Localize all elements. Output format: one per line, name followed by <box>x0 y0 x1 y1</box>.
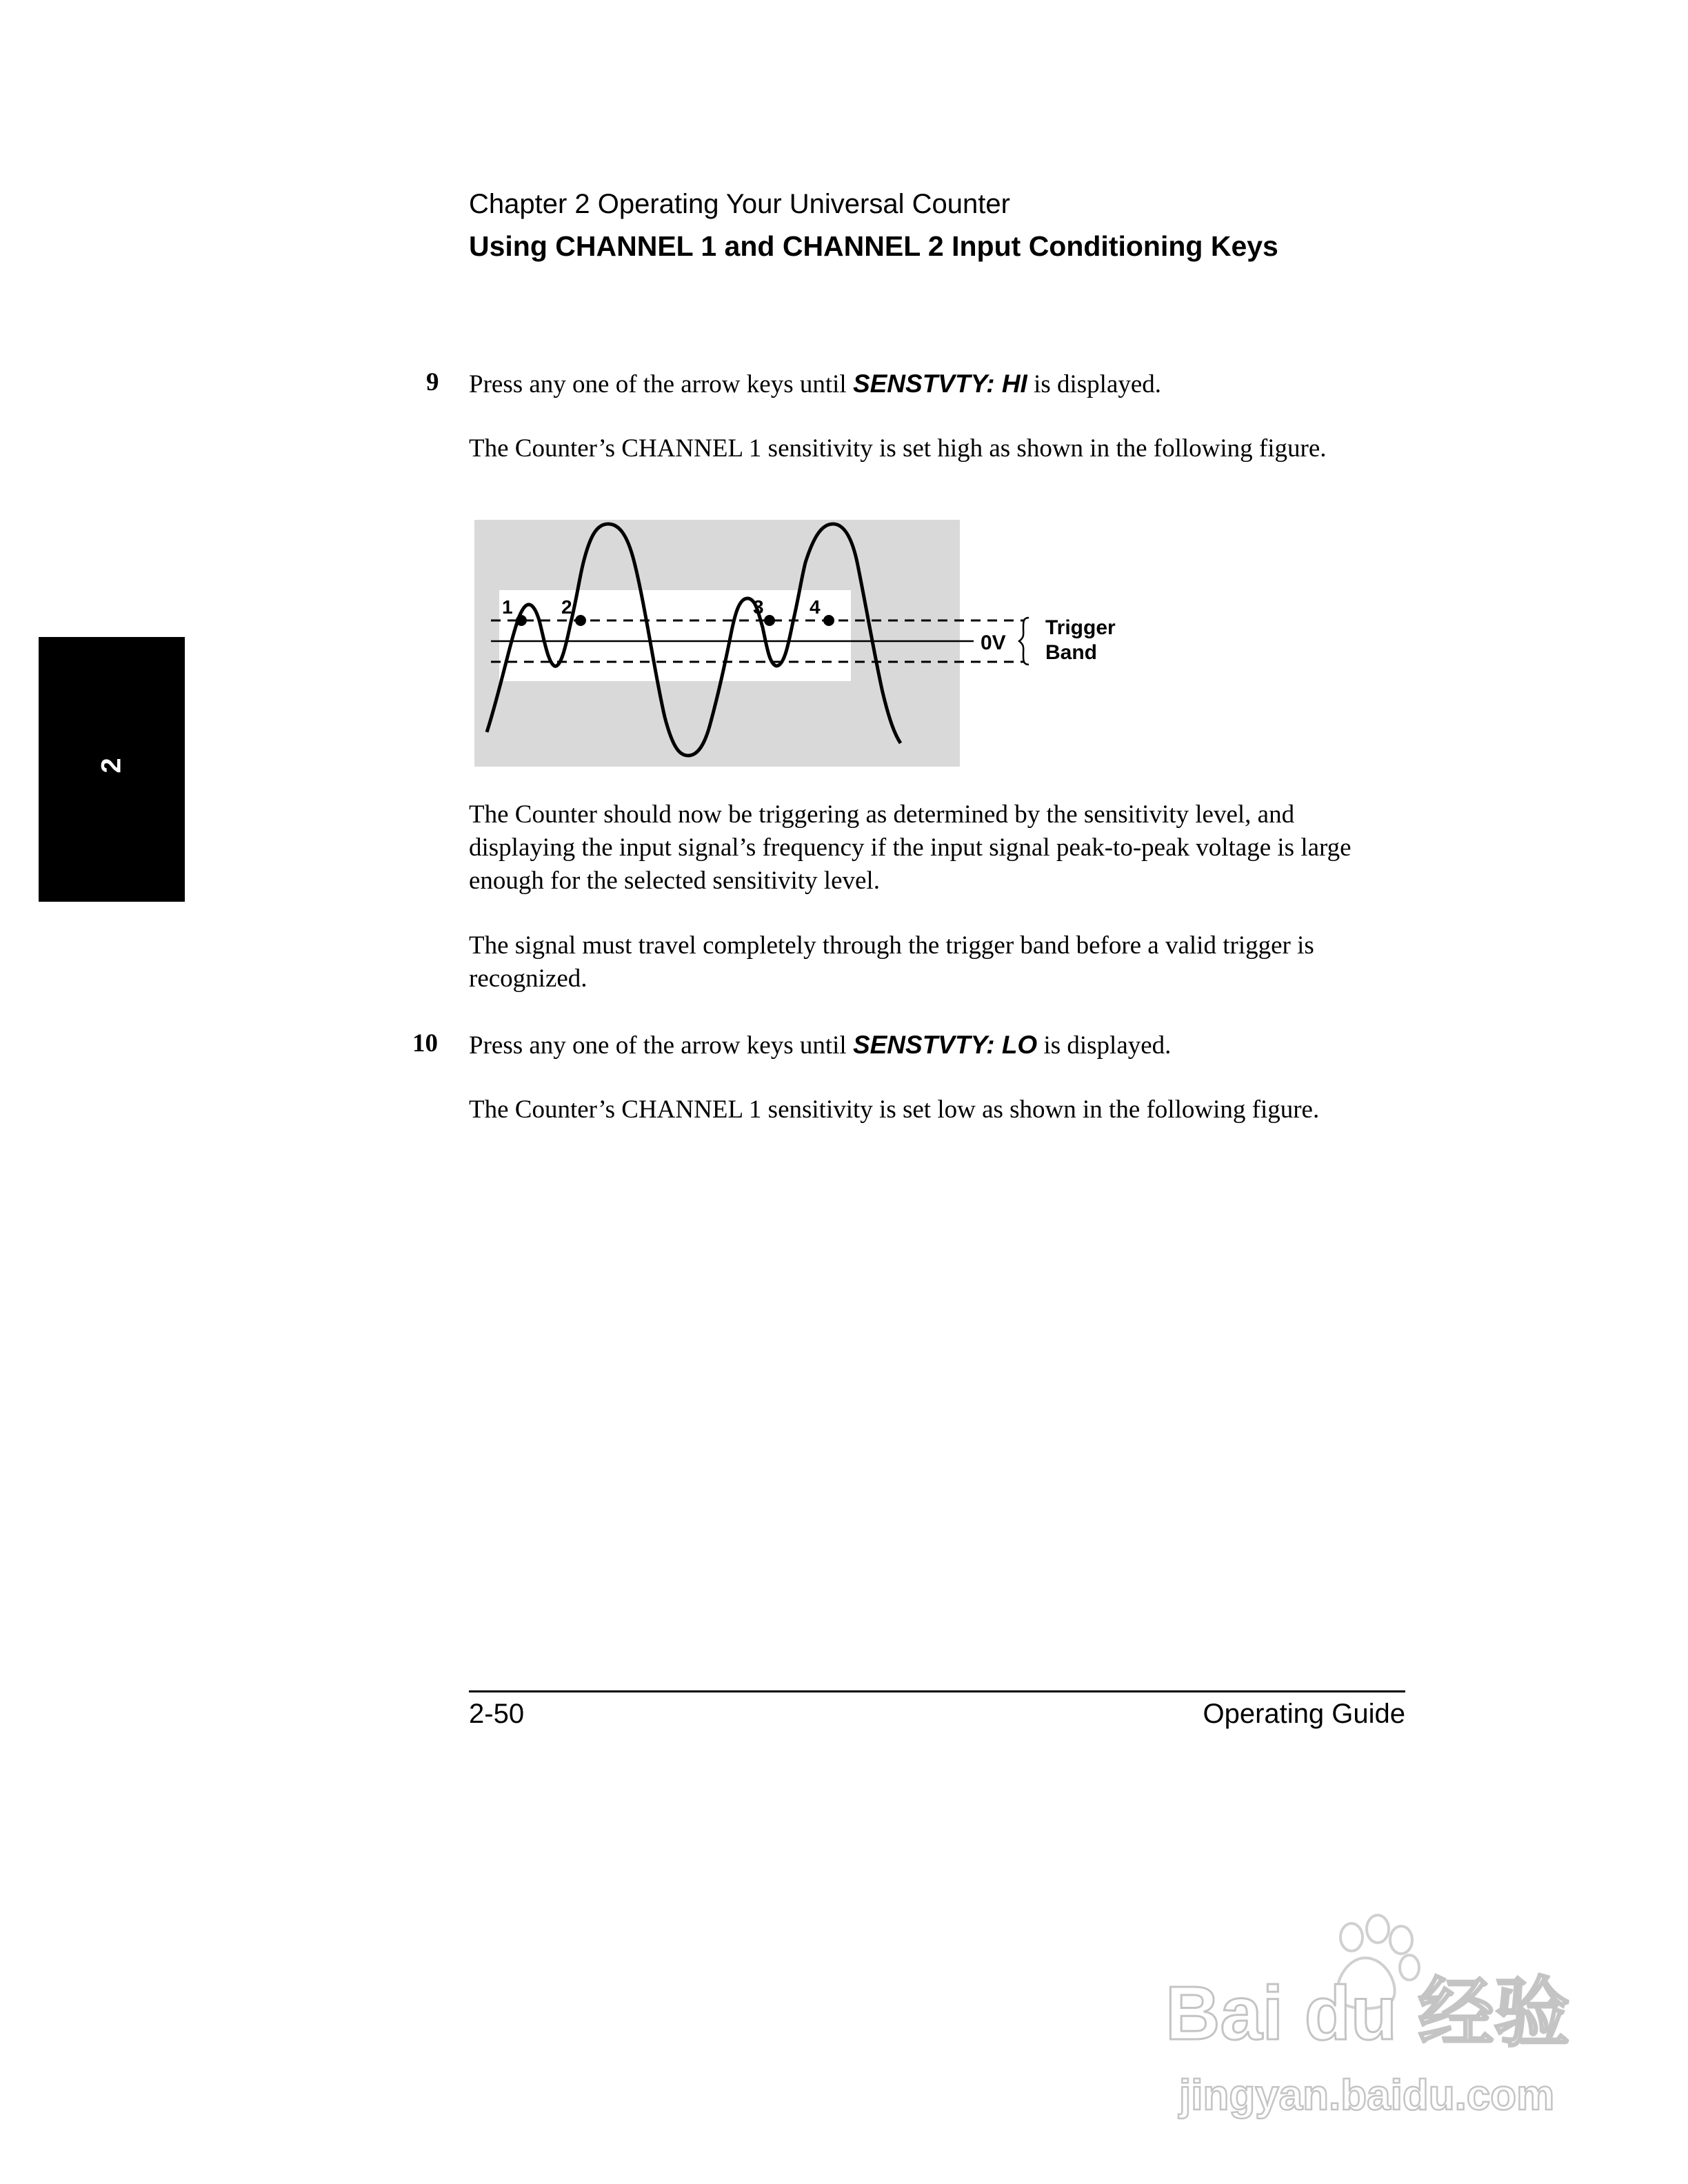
step-9-body: The Counter’s CHANNEL 1 sensitivity is set high as shown in the following figure. <box>469 434 1327 463</box>
watermark-logo-text: Bai du 经验 <box>1165 1971 1570 2056</box>
step-10-instruction <box>469 1029 1407 1062</box>
triggering-paragraph: The Counter should now be triggering as determined by the sensitivity level, and displaying the input signal’s frequency if the input signal peak-to-peak voltage is large enough for the selected sensitivity level. <box>469 800 1352 895</box>
trigger-point-2 <box>575 615 586 626</box>
trigger-point-label-4: 4 <box>810 596 821 618</box>
watermark-url: jingyan.baidu.com <box>1179 2072 1555 2119</box>
trigger-point-label-2: 2 <box>561 596 572 618</box>
trigger-band-label-line2: Band <box>1045 641 1097 664</box>
footer-rule <box>469 1690 1405 1692</box>
step-10-keyword: SENSTVTY: LO <box>852 1031 1038 1059</box>
step-number-10: 10 <box>412 1029 438 1058</box>
step-10-text-before: Press any one of the arrow keys until <box>469 1031 853 1060</box>
baidu-watermark-logo <box>1158 1910 1600 2123</box>
footer-page-number: 2-50 <box>469 1699 525 1729</box>
step-10-text-after: is displayed. <box>1037 1031 1172 1060</box>
trigger-band-figure <box>473 517 1135 779</box>
section-heading: Using CHANNEL 1 and CHANNEL 2 Input Conditioning Keys <box>469 230 1278 262</box>
trigger-point-1 <box>516 615 527 626</box>
step-9-instruction <box>469 367 1407 401</box>
trigger-point-3 <box>764 615 775 626</box>
chapter-side-tab <box>39 637 185 902</box>
step-9-text-before: Press any one of the arrow keys until <box>469 370 853 398</box>
chapter-tab-number: 2 <box>96 758 127 774</box>
trigger-band-label-line1: Trigger <box>1045 616 1116 639</box>
trigger-band-brace <box>1019 618 1029 665</box>
step-9-text-after: is displayed. <box>1027 370 1162 398</box>
chapter-heading: Chapter 2 Operating Your Universal Counter <box>469 189 1010 219</box>
trigger-point-4 <box>823 615 834 626</box>
trigger-point-label-3: 3 <box>753 596 764 618</box>
step-number-9: 9 <box>426 368 439 396</box>
trigger-band-paragraph: The signal must travel completely through the trigger band before a valid trigger is recognized. <box>469 931 1314 993</box>
step-9-keyword: SENSTVTY: HI <box>852 370 1027 398</box>
zero-volt-label: 0V <box>981 631 1006 654</box>
trigger-point-label-1: 1 <box>502 596 513 618</box>
footer-title: Operating Guide <box>1203 1699 1405 1729</box>
step-10-body: The Counter’s CHANNEL 1 sensitivity is set low as shown in the following figure. <box>469 1095 1320 1124</box>
